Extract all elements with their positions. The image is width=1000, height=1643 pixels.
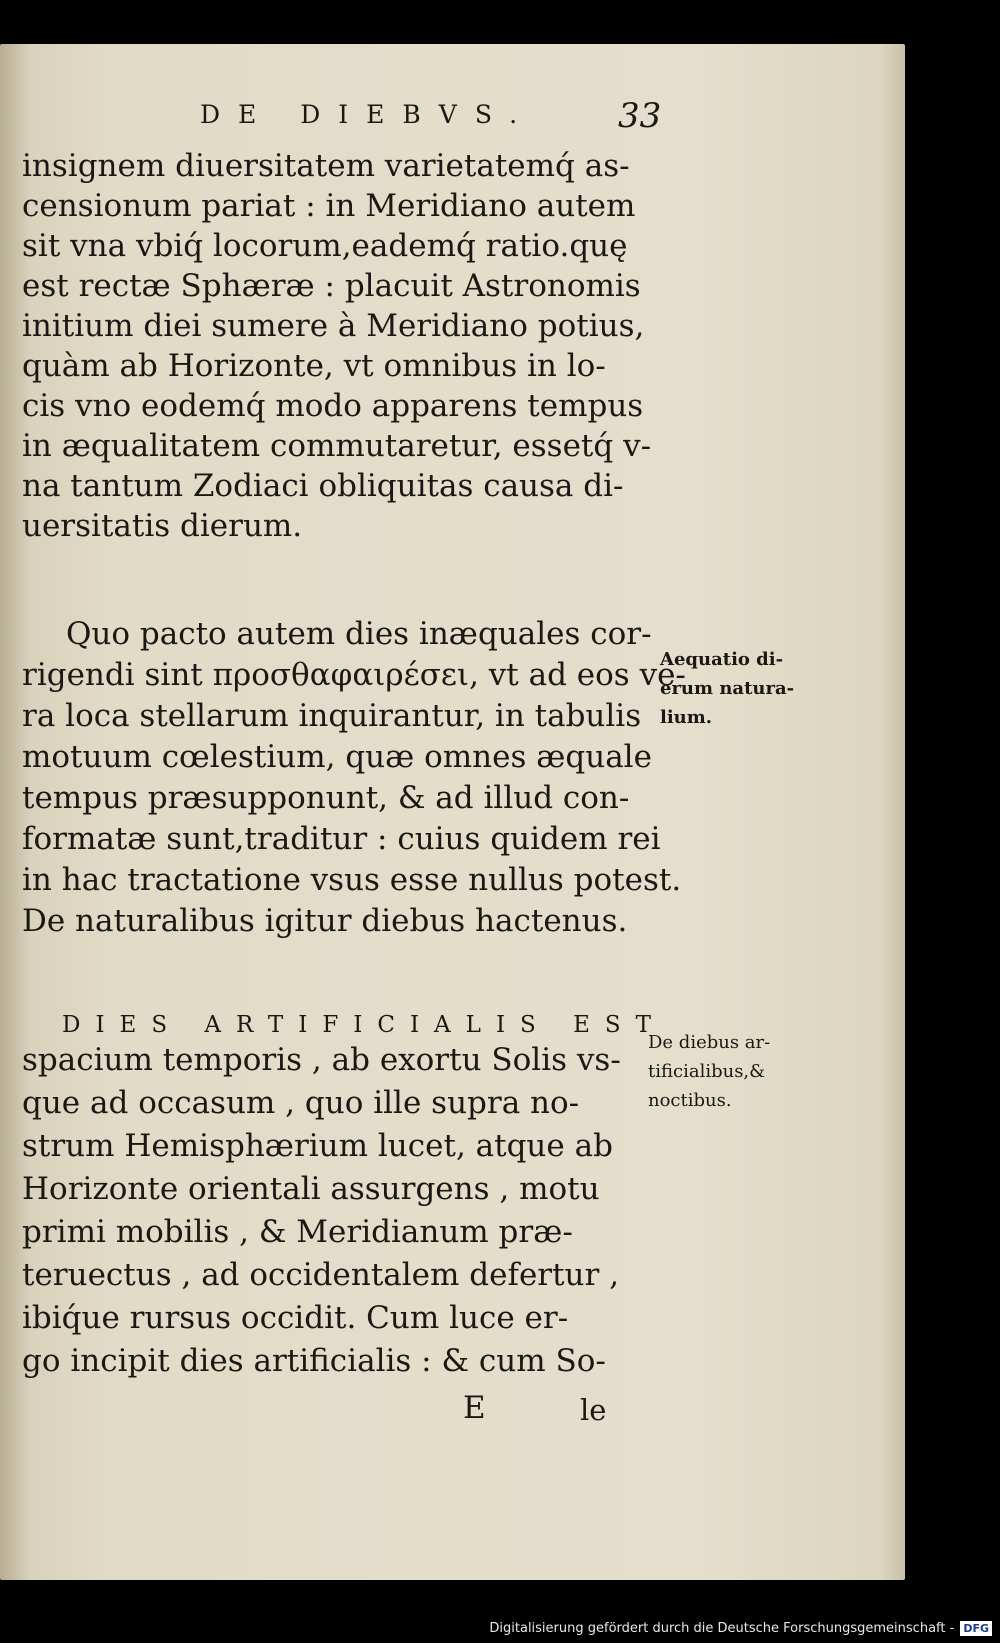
- marginal-line: Aequatio di-: [660, 649, 784, 670]
- marginal-line: erum natura-: [660, 678, 795, 699]
- text-line: que ad occasum , quo ille supra no-: [22, 1085, 580, 1121]
- marginal-line: lium.: [660, 707, 713, 728]
- text-line: strum Hemisphærium lucet, atque ab: [22, 1128, 613, 1164]
- text-line: ra loca stellarum inquirantur, in tabulis: [22, 698, 642, 734]
- signature-mark: E: [463, 1390, 486, 1426]
- marginal-note-aequatio: [660, 645, 794, 732]
- text-line: in hac tractatione vsus esse nullus potest.: [22, 862, 682, 898]
- marginal-line: tificialibus,&: [648, 1061, 766, 1082]
- text-line: quàm ab Horizonte, vt omnibus in lo-: [22, 348, 606, 384]
- text-line: ibiq́ue rursus occidit. Cum luce er-: [22, 1300, 569, 1336]
- text-line: censionum pariat : in Meridiano autem: [22, 188, 636, 224]
- credit-text: Digitalisierung gefördert durch die Deutsche Forschungsgemeinschaft -: [489, 1620, 955, 1636]
- text-line: primi mobilis , & Meridianum præ-: [22, 1214, 573, 1250]
- text-line: na tantum Zodiaci obliquitas causa di-: [22, 468, 624, 504]
- digitization-credit: [489, 1617, 992, 1639]
- text-line: motuum cœlestium, quæ omnes æquale: [22, 739, 652, 775]
- page-number: 33: [618, 96, 662, 136]
- text-line: formatæ sunt,traditur : cuius quidem rei: [22, 821, 661, 857]
- marginal-note-de-diebus: [648, 1028, 770, 1115]
- text-line: tempus præsupponunt, & ad illud con-: [22, 780, 630, 816]
- text-line: rigendi sint προσθαφαιρέσει, vt ad eos ve-: [22, 657, 686, 693]
- running-header: DE DIEBVS.: [200, 100, 536, 129]
- text-line: De naturalibus igitur diebus hactenus.: [22, 903, 628, 939]
- marginal-line: De diebus ar-: [648, 1032, 771, 1053]
- small-caps-opening: DIES ARTIFICIALIS EST: [62, 1012, 666, 1038]
- dfg-logo: DFG: [960, 1621, 992, 1636]
- text-line: teruectus , ad occidentalem defertur ,: [22, 1257, 620, 1293]
- text-line: Horizonte orientali assurgens , motu: [22, 1171, 600, 1207]
- text-line: est rectæ Sphæræ : placuit Astronomis: [22, 268, 641, 304]
- catchword: le: [580, 1393, 607, 1427]
- text-line: initium diei sumere à Meridiano potius,: [22, 308, 645, 344]
- text-line: cis vno eodemq́ modo apparens tempus: [22, 388, 644, 424]
- text-line: go incipit dies artificialis : & cum So-: [22, 1343, 606, 1379]
- text-line: in æqualitatem commutaretur, essetq́ v-: [22, 428, 652, 464]
- text-line: sit vna vbiq́ locorum,eademq́ ratio.quę: [22, 228, 628, 264]
- marginal-line: noctibus.: [648, 1090, 732, 1111]
- text-line: Quo pacto autem dies inæquales cor-: [66, 616, 652, 652]
- text-line: spacium temporis , ab exortu Solis vs-: [22, 1042, 621, 1078]
- text-line: insignem diuersitatem varietatemq́ as-: [22, 148, 630, 184]
- text-line: uersitatis dierum.: [22, 508, 303, 544]
